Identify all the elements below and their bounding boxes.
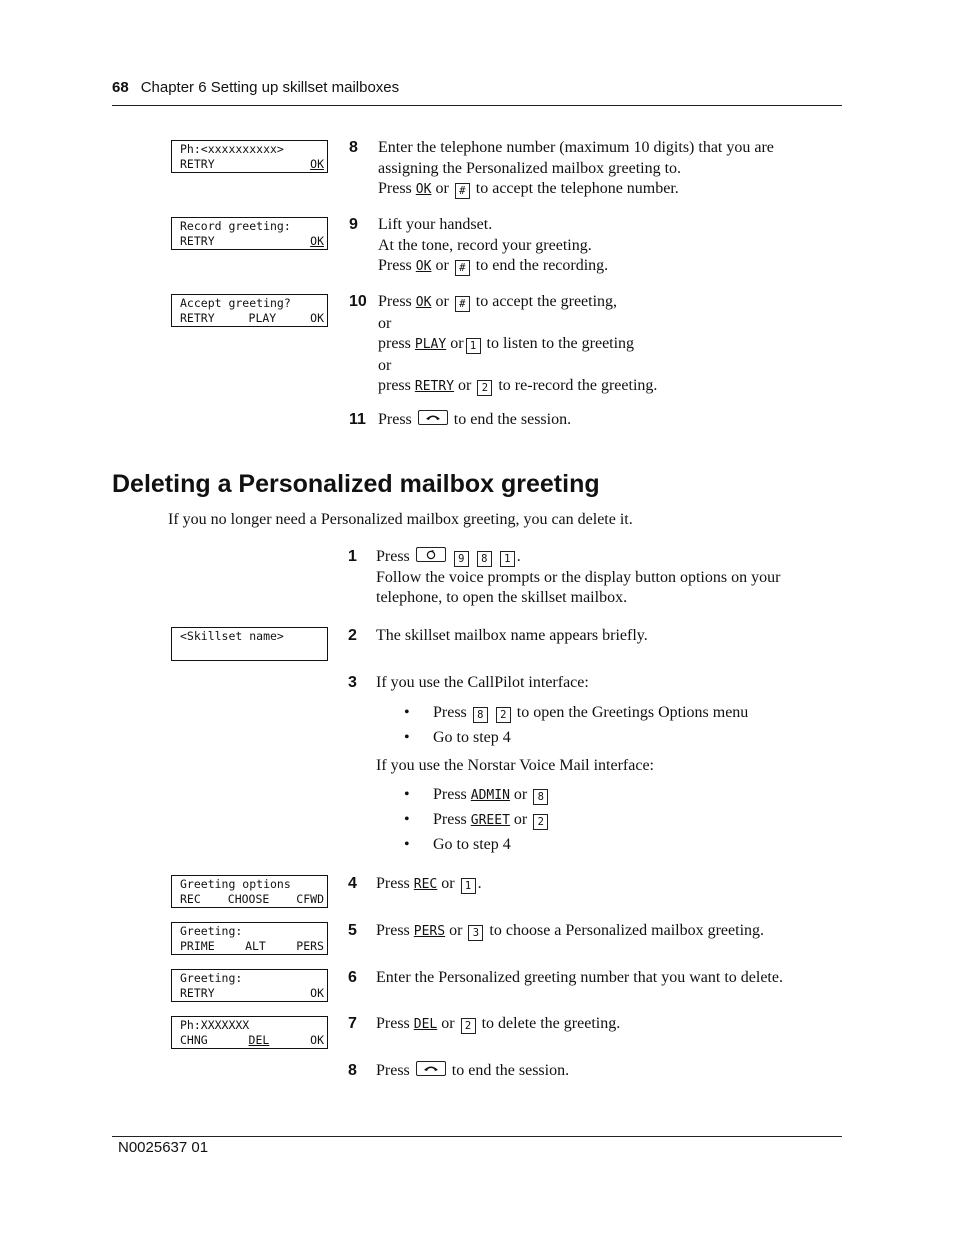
release-key-icon: [418, 410, 448, 425]
display-skillset-name: [171, 627, 328, 661]
digit-key: 9: [454, 551, 469, 567]
running-header: [112, 79, 842, 96]
softkey-choose[interactable]: CHOOSE: [227, 892, 270, 906]
softkey-ok: OK: [415, 259, 432, 274]
step-line: Press OK or # to end the recording.: [378, 257, 609, 274]
step-3-text: If you use the CallPilot interface:: [376, 674, 589, 691]
display-line: Greeting:: [180, 924, 243, 938]
softkey-ok[interactable]: OK: [310, 157, 324, 171]
step-8-text: Press to end the session.: [376, 1062, 570, 1079]
step-line: Enter the telephone number (maximum 10 digits) that you are: [378, 139, 774, 156]
digit-key: 3: [468, 925, 483, 941]
step-number: 9: [349, 216, 358, 233]
digit-key: 2: [533, 814, 548, 830]
hash-key: #: [455, 260, 470, 276]
step-line: press RETRY or 2 to re-record the greeting.: [378, 377, 658, 394]
digit-key: 8: [533, 789, 548, 805]
softkey-del: DEL: [413, 1017, 438, 1032]
softkey-retry[interactable]: RETRY: [180, 311, 215, 325]
softkey-pers[interactable]: PERS: [296, 939, 324, 953]
display-line: Greeting:: [180, 971, 243, 985]
step-number: 8: [348, 1062, 357, 1079]
feature-key-icon: [416, 547, 446, 562]
display-greeting-type: [171, 922, 328, 955]
section-heading: Deleting a Personalized mailbox greeting: [112, 470, 600, 498]
digit-key: 8: [473, 707, 488, 723]
digit-key: 1: [466, 338, 481, 354]
step-5-text: Press PERS or 3 to choose a Personalized mailbox greeting.: [376, 922, 765, 939]
step-4-text: Press REC or 1 .: [376, 875, 482, 892]
display-line: Ph:XXXXXXX: [180, 1018, 250, 1032]
digit-key: 2: [496, 707, 511, 723]
digit-key: 1: [461, 878, 476, 894]
digit-key: 1: [500, 551, 515, 567]
step-line: Lift your handset.: [378, 216, 493, 233]
softkey-play[interactable]: PLAY: [248, 311, 277, 325]
release-key-icon: [416, 1061, 446, 1076]
step-line: or: [378, 314, 392, 332]
display-line: Greeting options: [180, 877, 291, 891]
step-9-text: [378, 215, 608, 278]
step-7-text: Press DEL or 2 to delete the greeting.: [376, 1015, 621, 1032]
step-line: Press 9 8 1 .: [376, 548, 521, 565]
softkey-ok[interactable]: OK: [310, 311, 324, 325]
softkey-ok[interactable]: OK: [310, 1033, 324, 1047]
step-1-text: [376, 547, 780, 609]
step-line: Follow the voice prompts or the display button options on your: [376, 568, 781, 586]
softkey-prime[interactable]: PRIME: [180, 939, 215, 953]
display-phone-delete: [171, 1016, 328, 1049]
softkey-retry[interactable]: RETRY: [180, 157, 215, 171]
step-8-text: [378, 138, 774, 201]
step-number: 11: [349, 411, 366, 428]
softkey-chng[interactable]: CHNG: [180, 1033, 208, 1047]
step-line: telephone, to open the skillset mailbox.: [376, 589, 628, 606]
softkey-retry: RETRY: [414, 379, 455, 394]
display-line: Accept greeting?: [180, 296, 291, 310]
step-line: assigning the Personalized mailbox greeting to.: [378, 159, 682, 177]
step-2-text: The skillset mailbox name appears briefly.: [376, 627, 648, 644]
softkey-pers: PERS: [413, 924, 446, 939]
section-intro: If you no longer need a Personalized mailbox greeting, you can delete it.: [168, 511, 633, 528]
step-10-text: [378, 292, 657, 398]
step-line: press PLAY or 1 to listen to the greeting: [378, 335, 635, 352]
step-line: At the tone, record your greeting.: [378, 236, 592, 254]
step-11-text: Press to end the session.: [378, 411, 572, 428]
step-number: 4: [348, 875, 357, 892]
display-phone-number: [171, 140, 328, 173]
step-number: 2: [348, 627, 357, 644]
digit-key: 2: [477, 380, 492, 396]
display-line: Ph:<xxxxxxxxxx>: [180, 142, 284, 156]
display-greeting: [171, 969, 328, 1002]
step-number: 6: [348, 969, 357, 986]
display-line: Record greeting:: [180, 219, 291, 233]
softkey-retry[interactable]: RETRY: [180, 986, 215, 1000]
softkey-ok: OK: [415, 182, 432, 197]
softkey-retry[interactable]: RETRY: [180, 234, 215, 248]
softkey-rec[interactable]: REC: [180, 892, 201, 906]
step-line: Press OK or # to accept the telephone number.: [378, 180, 679, 197]
hash-key: #: [455, 296, 470, 312]
softkey-alt[interactable]: ALT: [245, 939, 266, 953]
softkey-rec: REC: [413, 877, 438, 892]
hash-key: #: [455, 183, 470, 199]
step-number: 10: [349, 293, 367, 310]
step-number: 8: [349, 139, 358, 156]
softkey-admin: ADMIN: [470, 788, 510, 803]
footer-rule: [112, 1136, 842, 1137]
step-number: 5: [348, 922, 357, 939]
softkey-ok[interactable]: OK: [310, 986, 324, 1000]
step-number: 1: [348, 548, 357, 565]
softkey-greet: GREET: [470, 813, 510, 828]
page-number: 68: [112, 79, 129, 96]
display-record-greeting: [171, 217, 328, 250]
softkey-ok[interactable]: OK: [310, 234, 324, 248]
step-number: 7: [348, 1015, 357, 1032]
softkey-ok: OK: [415, 295, 432, 310]
display-line: <Skillset name>: [180, 629, 284, 643]
softkey-play: PLAY: [414, 337, 447, 352]
display-greeting-options: [171, 875, 328, 908]
digit-key: 2: [461, 1018, 476, 1034]
softkey-cfwd[interactable]: CFWD: [296, 892, 324, 906]
step-3-text-2: If you use the Norstar Voice Mail interface:: [376, 757, 654, 774]
step-number: 3: [348, 674, 357, 691]
header-rule: [112, 105, 842, 106]
step-line: Press OK or # to accept the greeting,: [378, 293, 618, 310]
step-6-text: Enter the Personalized greeting number that you want to delete.: [376, 969, 783, 986]
softkey-del[interactable]: DEL: [248, 1033, 270, 1047]
display-accept-greeting: [171, 294, 328, 327]
document-number: N0025637 01: [118, 1139, 209, 1156]
step-line: or: [378, 356, 392, 374]
digit-key: 8: [477, 551, 492, 567]
chapter-title: Chapter 6 Setting up skillset mailboxes: [140, 79, 400, 96]
